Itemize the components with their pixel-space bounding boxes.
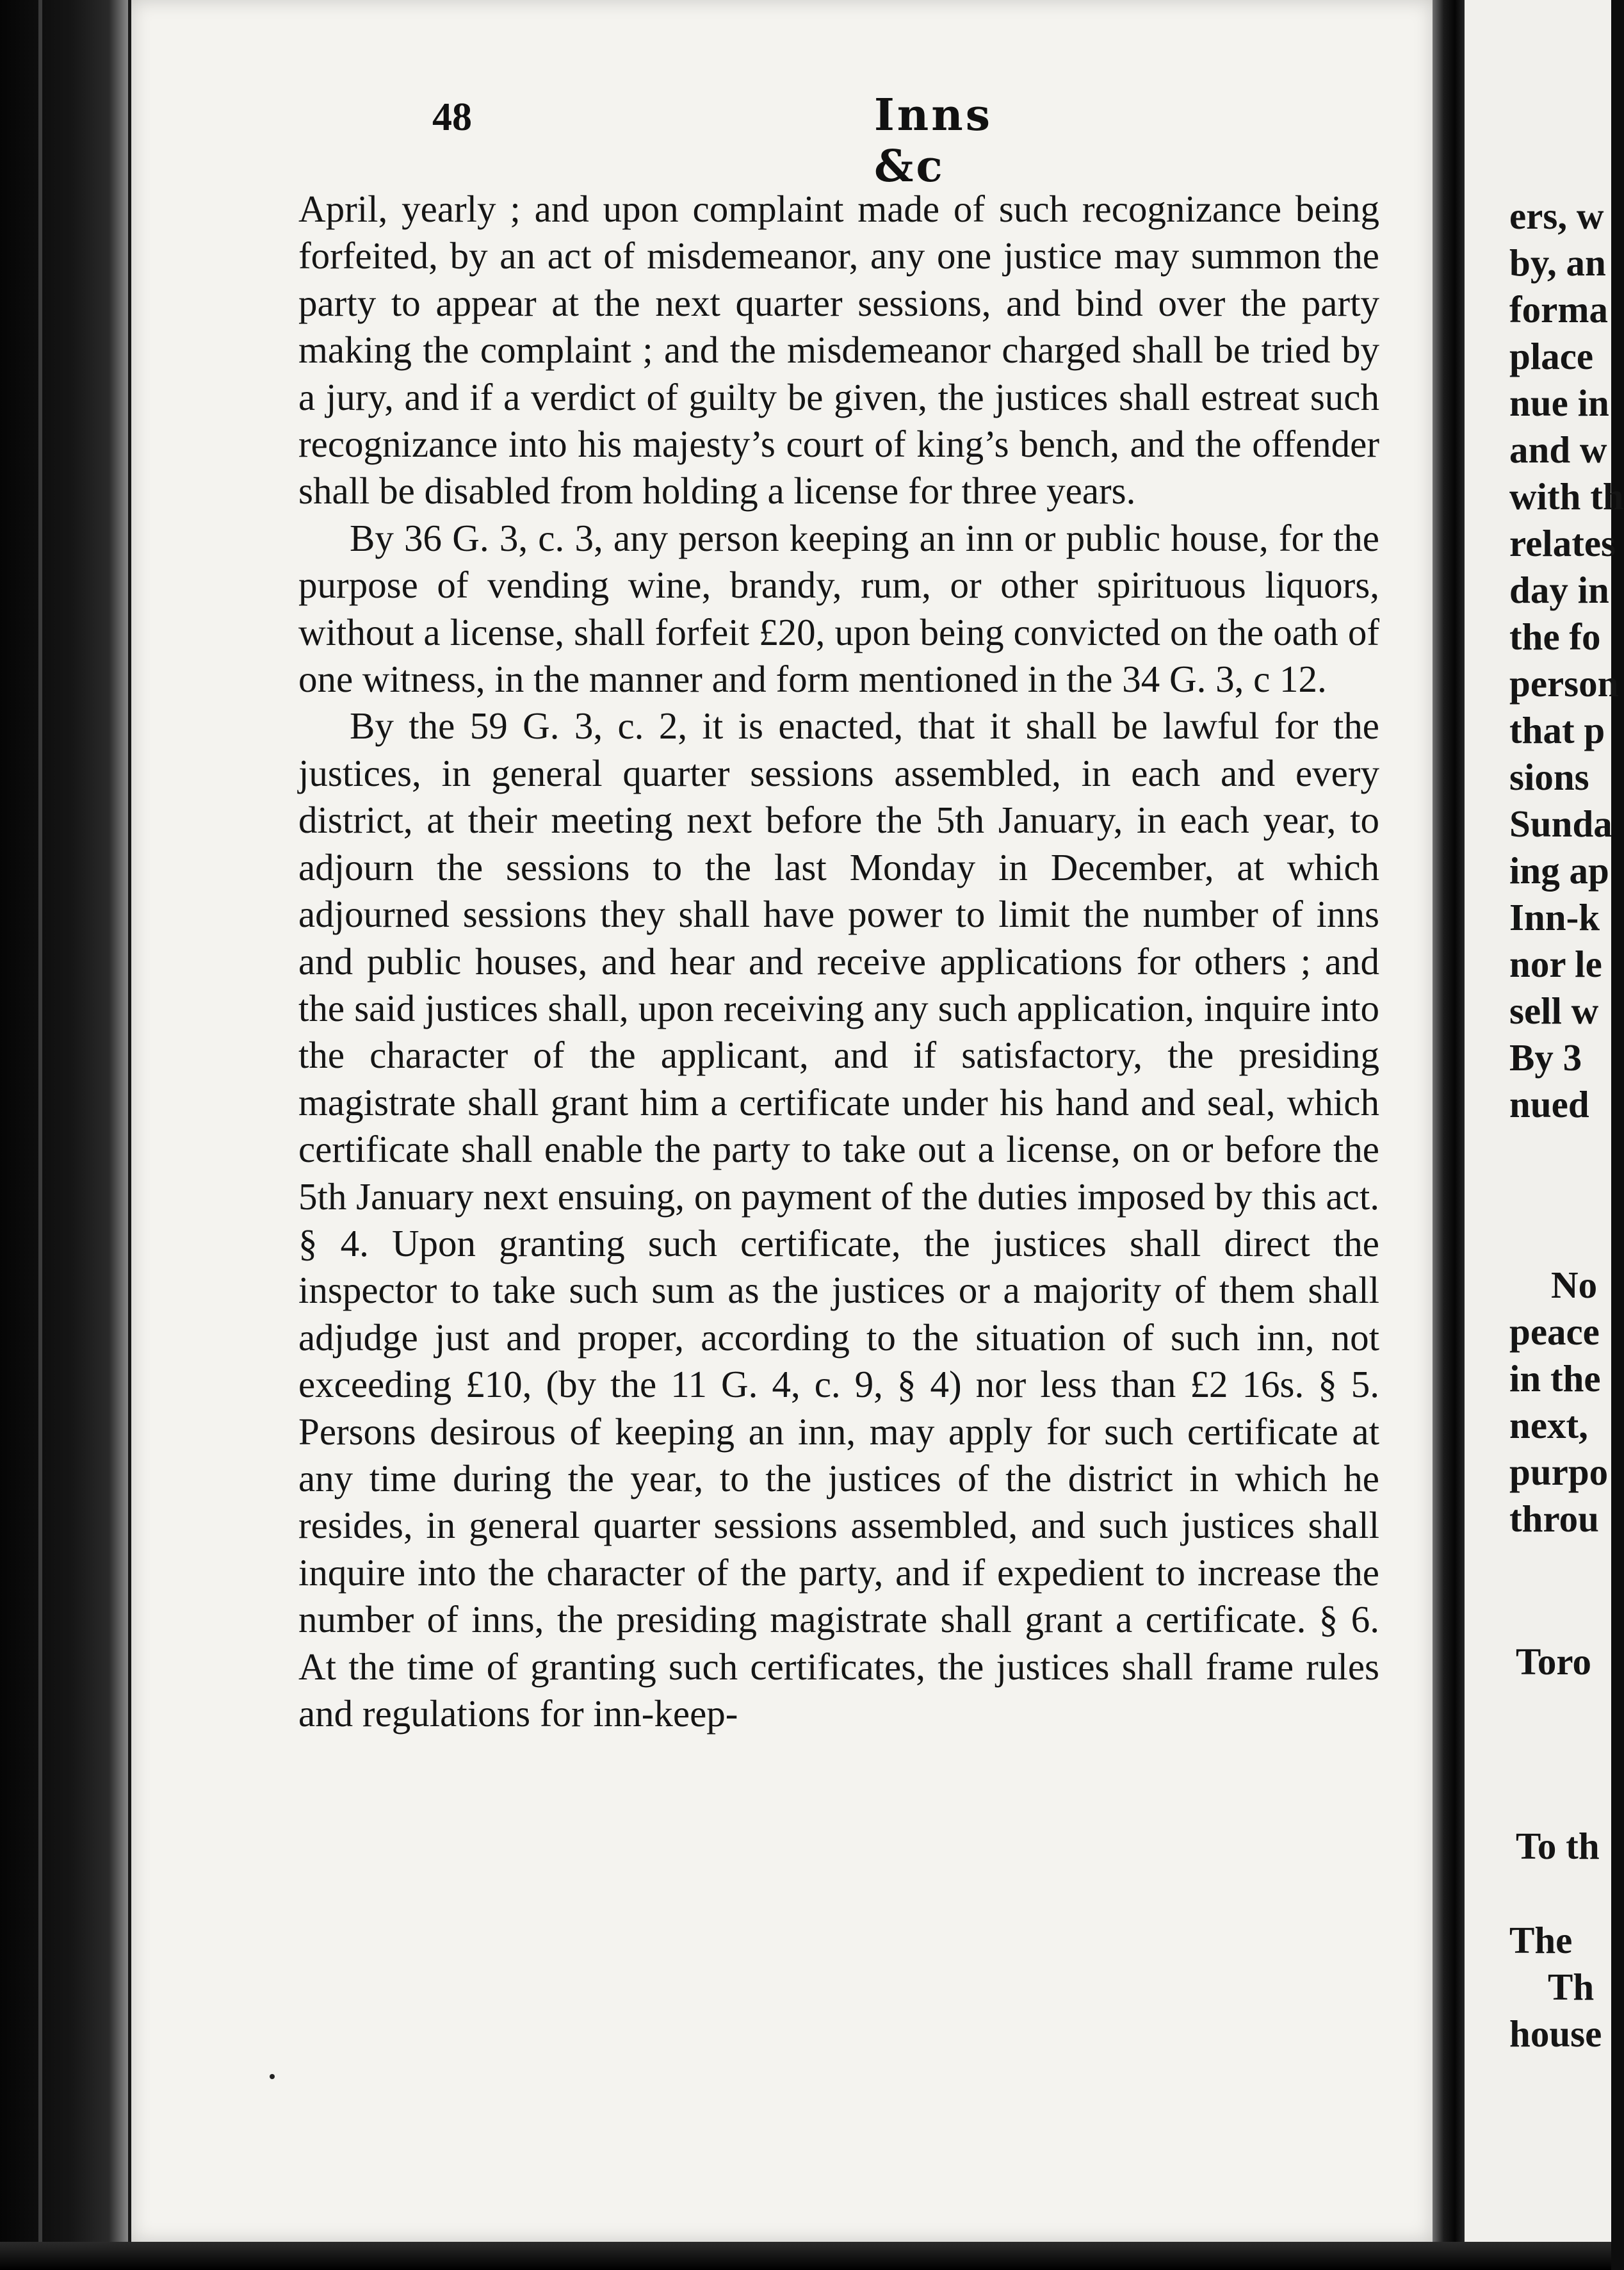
facing-line: To th — [1516, 1825, 1600, 1867]
paragraph-2: By 36 G. 3, c. 3, any person keeping an inn or public house, for the purpose of vending wine, brandy, rum, or other spirituous liquors, without a license, shall forfeit £20, upon being convicted on the oath of one witness, in the manner and form mentioned in the 34 G. 3, c 12. — [298, 516, 1379, 701]
bottom-edge — [0, 2242, 1611, 2270]
paragraph-3: By the 59 G. 3, c. 2, it is enacted, that it shall be lawful for the justices, in general quarter sessions assembled, in each and every district, at their meeting next before the 5th January, in each year, to adjourn the sessions to the last Monday in December, at which adjourned sessions they shall have power to limit the number of inns and public houses, and hear and receive applications for others ; and the said justices shall, upon receiving any such application, inquire into the character of the applicant, and if satisfactory, the presiding magistrate shall grant him a certificate under his hand and seal, which certificate shall enable the party to take out a license, on or before the 5th January next ensuing, on payment of the duties imposed by this act. § 4. Upon granting such certificate, the justices shall direct the inspector to take such sum as the justices or a majority of them shall adjudge just and proper, according to the situation of such inn, not exceeding £10, (by the 11 G. 4, c. 9, § 4) nor less than £2 16s. § 5. Persons desirous of keeping an inn, may apply for such certificate at any time during the year, to the justices of the district in which he resides, in general quarter sessions assembled, and such justices shall inquire into the character of the party, and if expedient to increase the number of inns, the presiding magistrate shall grant a certificate. § 6. At the time of granting such certificates, the justices shall frame rules and regulations for inn-keep- — [298, 705, 1379, 1735]
facing-line: relates — [1509, 522, 1616, 564]
facing-line: day in — [1509, 569, 1609, 611]
facing-line: peace — [1509, 1311, 1600, 1353]
facing-line: the fo — [1509, 616, 1601, 658]
facing-line: purpo — [1509, 1451, 1609, 1493]
running-head: Inns &c — [874, 90, 993, 192]
page-gutter — [1433, 0, 1465, 2270]
facing-line: next, — [1509, 1404, 1588, 1446]
left-binding-edge — [0, 0, 128, 2270]
facing-line: ing ap — [1509, 849, 1609, 892]
facing-line: sell w — [1509, 990, 1599, 1032]
facing-line: nue in — [1509, 382, 1609, 424]
ink-speck — [270, 2074, 275, 2079]
facing-line: throu — [1509, 1498, 1599, 1540]
page-number: 48 — [432, 95, 472, 139]
facing-page — [1465, 0, 1624, 2242]
facing-line: By 3 — [1509, 1036, 1582, 1079]
facing-line: and w — [1509, 429, 1607, 471]
facing-line: No — [1551, 1264, 1598, 1306]
facing-line: Sunda — [1509, 803, 1612, 845]
facing-line: place — [1509, 335, 1594, 377]
paragraph-1: April, yearly ; and upon complaint made of such recognizance being forfeited, by an act of misdemeanor, any one justice may summon the party to appear at the next quarter sessions, and bind over the party making the complaint ; and the misdemeanor charged shall be tried by a jury, and if a verdict of guilty be given, the justices shall estreat such recognizance into his majesty’s court of king’s bench, and the offender shall be disabled from holding a license for three years. — [298, 188, 1379, 512]
facing-line: with th — [1509, 475, 1624, 518]
facing-line: nor le — [1509, 943, 1602, 985]
facing-line: house — [1509, 2013, 1602, 2055]
facing-line: nued — [1509, 1083, 1589, 1125]
facing-line: ers, w — [1509, 195, 1604, 237]
facing-line: person — [1509, 662, 1619, 705]
facing-line: Toro — [1516, 1640, 1592, 1683]
facing-line: that p — [1509, 709, 1605, 751]
facing-line: Th — [1548, 1966, 1595, 2008]
body-text — [298, 186, 1379, 1737]
facing-line: The — [1509, 1919, 1573, 1961]
facing-line: forma — [1509, 288, 1608, 331]
facing-line: sions — [1509, 756, 1589, 798]
facing-line: Inn-k — [1509, 896, 1600, 938]
facing-line: by, an — [1509, 241, 1606, 284]
facing-line: in the — [1509, 1357, 1601, 1400]
